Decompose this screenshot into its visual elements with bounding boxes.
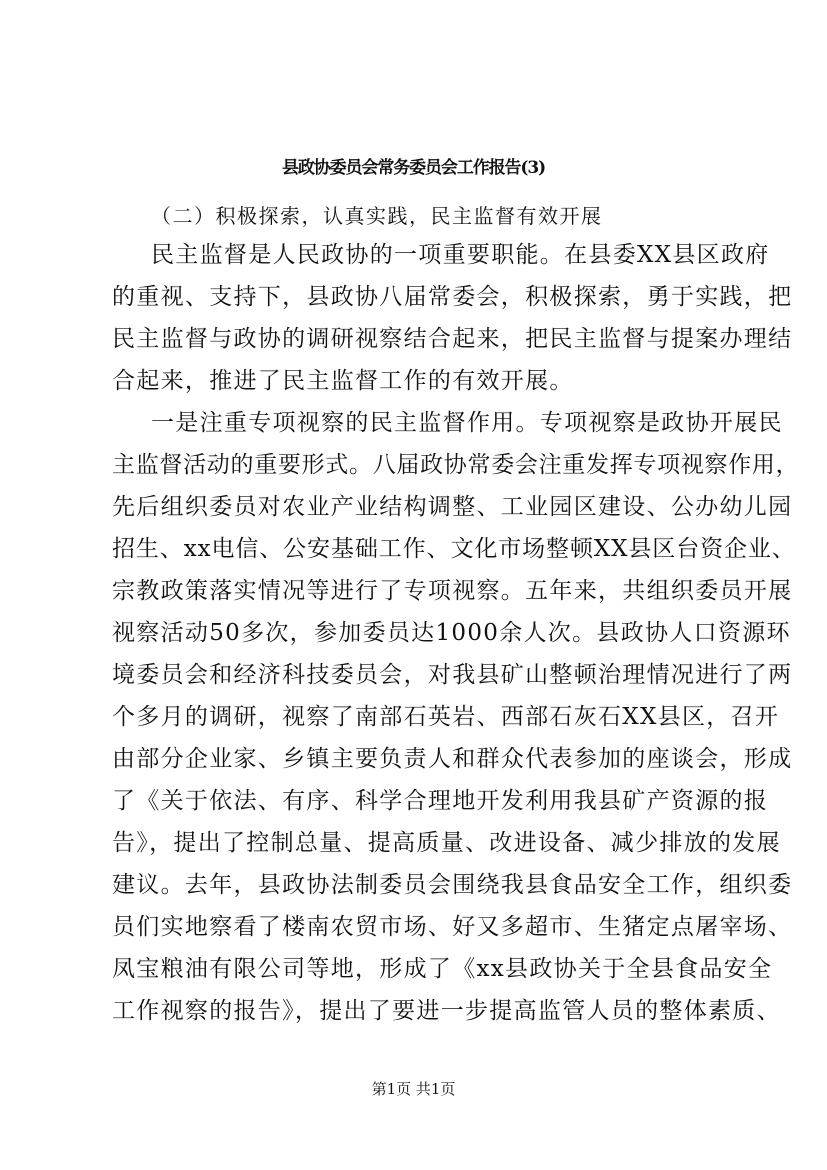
paragraph-line: 视察活动50多次，参加委员达1000余人次。县政协人口资源环 [112, 620, 791, 646]
paragraph-line: 的重视、支持下，县政协八届常委会，积极探索，勇于实践，把 [112, 284, 793, 310]
paragraph-line: 境委员会和经济科技委员会，对我县矿山整顿治理情况进行了两 [112, 662, 793, 688]
paragraph-line: 建议。去年，县政协法制委员会围绕我县食品安全工作，组织委 [112, 872, 793, 898]
page-number-footer: 第1页 共1页 [371, 1080, 456, 1098]
paragraph-line: 招生、xx电信、公安基础工作、文化市场整顿XX县区台资企业、 [112, 536, 796, 562]
paragraph-line: 宗教政策落实情况等进行了专项视察。五年来，共组织委员开展 [112, 578, 793, 604]
paragraph-line: 合起来，推进了民主监督工作的有效开展。 [112, 368, 574, 394]
paragraph-line: 个多月的调研，视察了南部石英岩、西部石灰石XX县区，召开 [112, 704, 780, 730]
section-heading: （二）积极探索，认真实践，民主监督有效开展 [151, 204, 603, 228]
paragraph-line: 主监督活动的重要形式。八届政协常委会注重发挥专项视察作用， [112, 452, 800, 478]
paragraph-line: 民主监督与政协的调研视察结合起来，把民主监督与提案办理结 [112, 326, 793, 352]
paragraph-line: 了《关于依法、有序、科学合理地开发利用我县矿产资源的报 [112, 788, 769, 814]
paragraph-line: 一是注重专项视察的民主监督作用。专项视察是政协开展民 [151, 410, 783, 436]
paragraph-line: 告》，提出了控制总量、提高质量、改进设备、减少排放的发展 [112, 830, 781, 856]
paragraph-line: 先后组织委员对农业产业结构调整、工业园区建设、公办幼儿园 [112, 494, 793, 520]
paragraph-line: 民主监督是人民政协的一项重要职能。在县委XX县区政府 [151, 242, 770, 268]
paragraph-line: 凤宝粮油有限公司等地，形成了《xx县政协关于全县食品安全 [112, 956, 773, 982]
document-title: 县政协委员会常务委员会工作报告(3) [281, 158, 546, 178]
paragraph-line: 员们实地察看了楼南农贸市场、好又多超市、生猪定点屠宰场、 [112, 914, 793, 940]
paragraph-line: 由部分企业家、乡镇主要负责人和群众代表参加的座谈会，形成 [112, 746, 793, 772]
paragraph-line: 工作视察的报告》，提出了要进一步提高监管人员的整体素质、 [112, 998, 781, 1024]
